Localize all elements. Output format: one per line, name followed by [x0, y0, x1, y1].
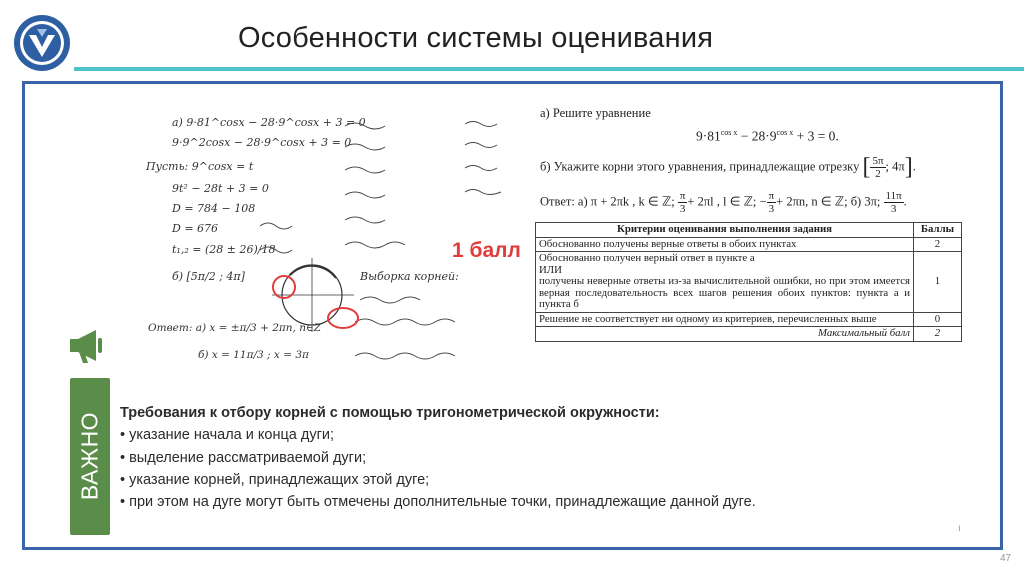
table-header-points: Баллы	[914, 223, 962, 238]
table-row	[536, 252, 962, 313]
table-row-total	[536, 327, 962, 342]
title-underline	[74, 67, 1024, 71]
list-item: • при этом на дуге могут быть отмечены дополнительные точки, принадлежащие данной дуге.	[120, 494, 756, 511]
university-emblem-icon	[12, 13, 72, 73]
list-item: • выделение рассматриваемой дуги;	[120, 449, 367, 466]
score-mark: 1 балл	[452, 239, 521, 262]
requirements-list	[120, 402, 890, 513]
criterion-points: 2	[914, 327, 962, 342]
part-b-label: б) Укажите корни этого уравнения, принадлежащие отрезку [ $\frac{5\pi}{2}$ ; 4π].	[540, 154, 916, 180]
criterion-text: Обоснованно получены верные ответы в обоих пунктах	[536, 237, 914, 252]
trig-circle	[272, 258, 354, 332]
criteria-table	[535, 222, 962, 342]
page-number: 47	[1000, 553, 1012, 564]
hand-line-7: t₁,₂ = (28 ± 26)/18	[172, 243, 276, 256]
answer-line: Ответ: а) π + 2πk , k ∈ ℤ; $\frac{\pi}{3}$ + 2πl , l ∈ ℤ; − $\frac{\pi}{3}$ + 2πn, n ∈ ℤ; б) 3π; $\frac{11\pi}{3}$ .	[540, 190, 907, 215]
list-item: • указание корней, принадлежащих этой дуге;	[120, 471, 430, 488]
root-highlight-right	[328, 308, 358, 328]
requirements-heading: Требования к отбору корней с помощью тригонометрической окружности:	[120, 405, 660, 421]
page-title: Особенности системы оценивания	[238, 22, 714, 54]
equation: $9\cdot 81^{cos x} - 28\cdot 9^{cos x} + 3 = 0$.	[696, 128, 839, 144]
criterion-points: 0	[914, 312, 962, 327]
hand-line-2: 9·9^2cosx − 28·9^cosx + 3 = 0	[172, 136, 352, 149]
important-badge-label: ВАЖНО	[76, 411, 103, 501]
megaphone-icon	[68, 326, 110, 366]
hand-line-5: D = 784 − 108	[172, 202, 256, 215]
hand-line-11: б) x = 11π/3 ; x = 3π	[198, 349, 309, 361]
hand-line-4: 9t² − 28t + 3 = 0	[172, 182, 269, 195]
hand-line-1: а) 9·81^cosx − 28·9^cosx + 3 = 0	[172, 116, 366, 129]
part-a-label: а) Решите уравнение	[540, 106, 651, 120]
criterion-text: Обоснованно получен верный ответ в пункте а ИЛИ получены неверные ответы из-за вычислительной ошибки, но при этом имеется верная последовательность всех шагов решения обоих пунктов: пункта а и пункта б	[536, 252, 914, 313]
criterion-text: Максимальный балл	[536, 327, 914, 342]
scan-mark: ı	[958, 523, 961, 534]
criterion-text: Решение не соответствует ни одному из критериев, перечисленных выше	[536, 312, 914, 327]
hand-line-9: Выборка корней:	[360, 270, 459, 283]
table-row	[536, 237, 962, 252]
table-header-criteria: Критерии оценивания выполнения задания	[536, 223, 914, 238]
hand-line-10: Ответ: а) x = ±π/3 + 2πn, n∈Z	[148, 322, 322, 334]
table-header-row	[536, 223, 962, 238]
criterion-points: 1	[914, 252, 962, 313]
criterion-points: 2	[914, 237, 962, 252]
hand-line-3: Пусть: 9^cosx = t	[146, 160, 254, 173]
list-item: • указание начала и конца дуги;	[120, 427, 334, 444]
hand-line-6: D = 676	[172, 222, 219, 235]
table-row	[536, 312, 962, 327]
hand-line-8: б) [5π/2 ; 4π]	[172, 270, 245, 283]
